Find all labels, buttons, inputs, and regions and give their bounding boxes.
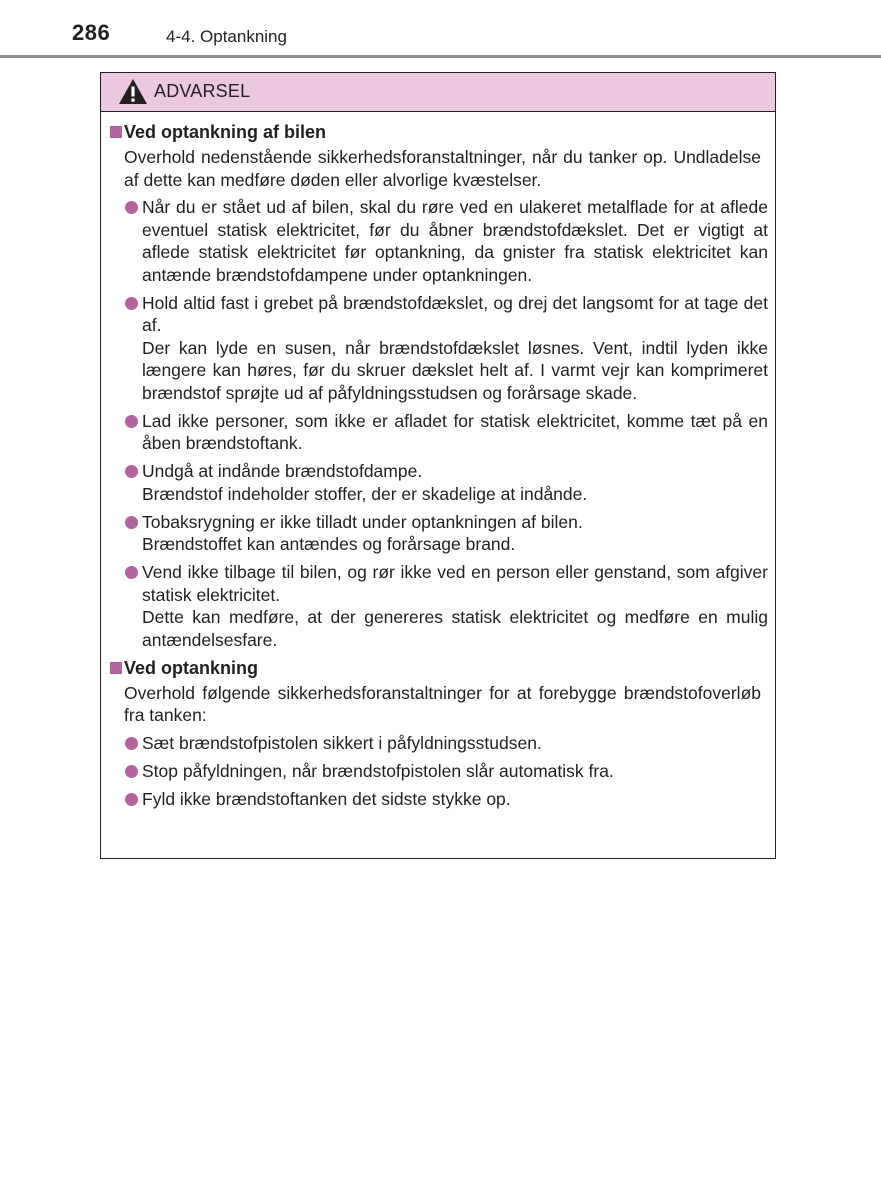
section-heading: [124, 657, 775, 679]
warning-content: [101, 121, 775, 816]
list-item: [142, 511, 768, 556]
section-refueling: [101, 657, 775, 811]
list-item-text: Stop påfyldningen, når brændstofpistolen slår automatisk fra.: [142, 760, 614, 781]
square-bullet-icon: [110, 126, 122, 138]
list-item: [142, 788, 768, 811]
list-item-text: Sæt brændstofpistolen sikkert i påfyldningsstudsen.: [142, 732, 542, 753]
warning-box: [100, 72, 776, 859]
list-item-text: Brændstof indeholder stoffer, der er skadelige at indånde.: [142, 483, 588, 504]
header-rule: [0, 55, 881, 58]
circle-bullet-icon: [125, 793, 138, 806]
section-intro: Overhold følgende sikkerhedsforanstaltninger for at forebygge brændstofoverløb fra tanken:: [124, 682, 761, 725]
list-item: [142, 460, 768, 505]
circle-bullet-icon: [125, 566, 138, 579]
square-bullet-icon: [110, 662, 122, 674]
list-item: [142, 760, 768, 783]
list-item-text: Brændstoffet kan antændes og forårsage brand.: [142, 534, 516, 554]
list-item-text: Lad ikke personer, som ikke er afladet for statisk elektricitet, komme tæt på en åben brændstoftank.: [142, 410, 768, 453]
section-heading: [124, 121, 775, 143]
warning-triangle-icon: [118, 78, 148, 105]
list-item-text: Fyld ikke brændstoftanken det sidste stykke op.: [142, 788, 511, 809]
list-item: [142, 292, 768, 405]
section-title: 4-4. Optankning: [166, 27, 287, 46]
section-intro: Overhold nedenstående sikkerhedsforanstaltninger, når du tanker op. Undladelse af dette kan medføre døden eller alvorlige kvæstelser.: [124, 147, 761, 190]
circle-bullet-icon: [125, 465, 138, 478]
list-item-text: Dette kan medføre, at der genereres statisk elektricitet og medføre en mulig antændelsesfare.: [142, 607, 768, 650]
bullet-list: [101, 196, 775, 651]
circle-bullet-icon: [125, 415, 138, 428]
circle-bullet-icon: [125, 297, 138, 310]
section-heading-text: Ved optankning: [124, 657, 259, 678]
list-item-text: Tobaksrygning er ikke tilladt under optankningen af bilen.: [142, 511, 583, 532]
list-item-text: Hold altid fast i grebet på brændstofdækslet, og drej det langsomt for at tage det af.: [142, 292, 768, 335]
bullet-list: [101, 732, 775, 811]
section-refueling-car: [101, 121, 775, 651]
section-heading-text: Ved optankning af bilen: [124, 122, 327, 142]
list-item: [142, 196, 768, 286]
circle-bullet-icon: [125, 737, 138, 750]
list-item-text: Når du er stået ud af bilen, skal du røre ved en ulakeret metalflade for at aflede eventuel statisk elektricitet, før du åbner brændstofdækslet. Det er vigtigt at aflede statisk elektricitet før optankning, da gnister fra statisk elektricitet kan antænde brændstofdampene under optankningen.: [142, 197, 768, 285]
warning-title: ADVARSEL: [154, 81, 251, 101]
list-item: [142, 561, 768, 651]
list-item-text: Der kan lyde en susen, når brændstofdækslet løsnes. Vent, indtil lyden ikke længere kan høres, før du skruer dækslet helt af. I varmt vejr kan komprimeret brændstof sprøjte ud af påfyldningsstudsen og forårsage skade.: [142, 337, 768, 403]
list-item-text: Undgå at indånde brændstofdampe.: [142, 461, 423, 481]
circle-bullet-icon: [125, 765, 138, 778]
page-header: [0, 0, 881, 60]
warning-header: [101, 73, 775, 112]
page-number: 286: [72, 20, 111, 45]
circle-bullet-icon: [125, 201, 138, 214]
circle-bullet-icon: [125, 516, 138, 529]
list-item: [142, 732, 768, 755]
list-item-text: Vend ikke tilbage til bilen, og rør ikke ved en person eller genstand, som afgiver statisk elektricitet.: [142, 562, 768, 605]
list-item: [142, 410, 768, 455]
